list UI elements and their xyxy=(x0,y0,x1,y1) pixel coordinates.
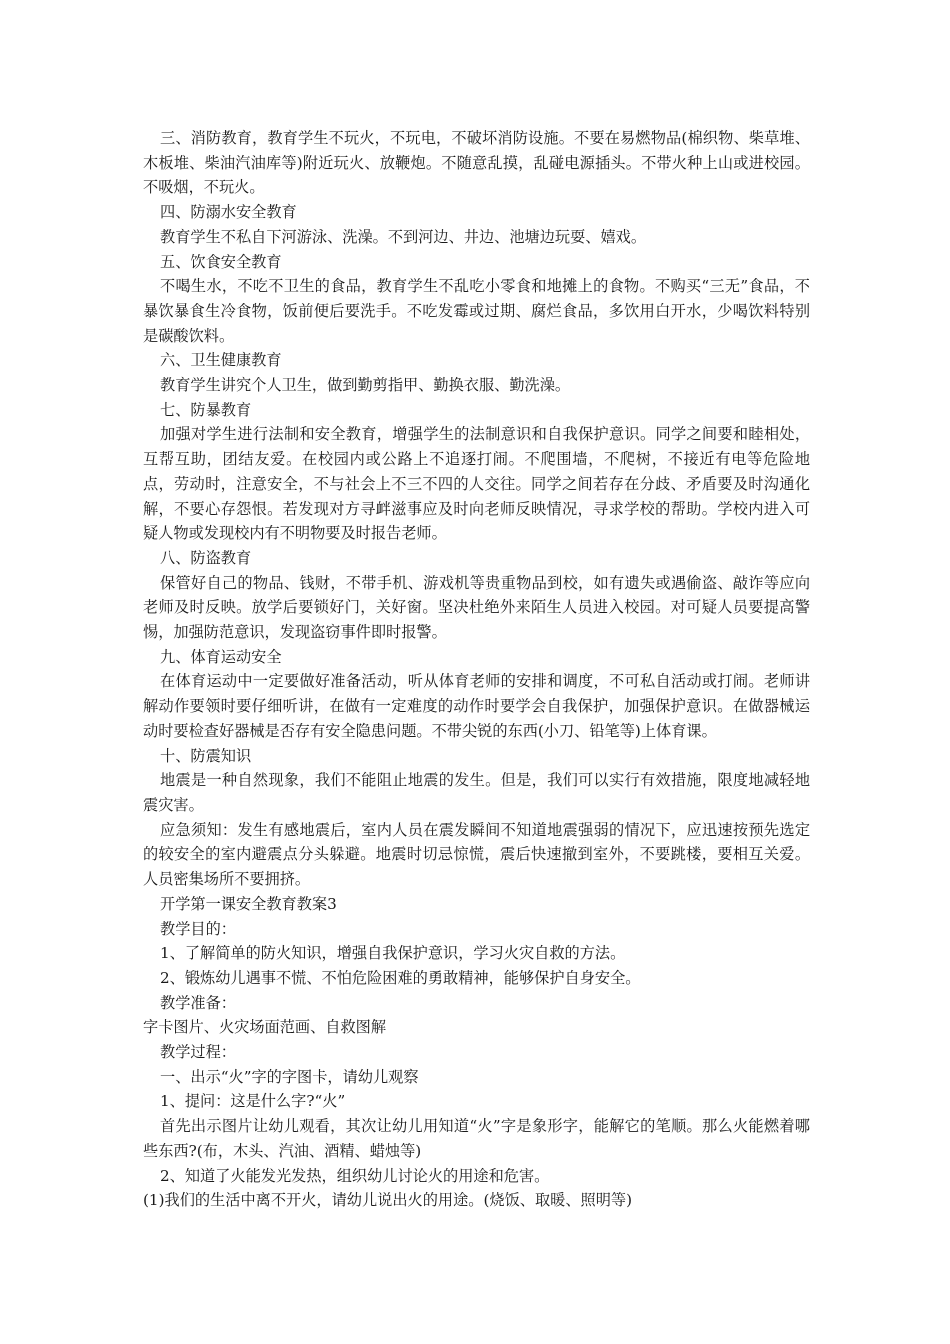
process-step-1: 一、出示“火”字的字图卡，请幼儿观察 xyxy=(160,1067,419,1086)
heading-earthquake-knowledge: 十、防震知识 xyxy=(160,746,252,765)
theft-paragraph: 保管好自己的物品、钱财，不带手机、游戏机等贵重物品到校，如有遗失或遇偷盗、敲诈等应向老师及时反映。放学后要锁好门，关好窗。坚决杜绝外来陌生人员进入校园。对可疑人员要提高警惕，加强防范意识，发现盗窃事件即时报警。 xyxy=(143,573,810,642)
goal-item-2: 2、锻炼幼儿遇事不慌、不怕危险困难的勇敢精神，能够保护自身安全。 xyxy=(160,968,641,987)
heading-sports-safety: 九、体育运动安全 xyxy=(160,647,282,666)
process-question-1: 1、提问：这是什么字?“火” xyxy=(160,1092,346,1111)
emergency-paragraph: 应急须知：发生有感地震后，室内人员在震发瞬间不知道地震强弱的情况下，应迅速按预先选定的较安全的室内避震点分头躲避。地震时切忌惊慌，震后快速撤到室外，不要跳楼，要相互关爱。人员密集场所不要拥挤。 xyxy=(143,820,810,889)
process-subitem-1: (1)我们的生活中离不开火，请幼儿说出火的用途。(烧饭、取暖、照明等) xyxy=(143,1191,632,1210)
drowning-paragraph: 教育学生不私自下河游泳、洗澡。不到河边、井边、池塘边玩耍、嬉戏。 xyxy=(160,227,646,246)
violence-paragraph: 加强对学生进行法制和安全教育，增强学生的法制意识和自我保护意识。同学之间要和睦相处，互帮互助，团结友爱。在校园内或公路上不追逐打闹。不爬围墙，不爬树，不接近有电等危险地点，劳动时，注意安全，不与社会上不三不四的人交往。同学之间若存在分歧、矛盾要及时沟通化解，不要心存怨恨。若发现对方寻衅滋事应及时向老师反映情况，寻求学校的帮助。学校内进入可疑人物或发现校内有不明物要及时报告老师。 xyxy=(143,425,810,543)
heading-hygiene-health: 六、卫生健康教育 xyxy=(160,351,282,370)
process-explanation-paragraph: 首先出示图片让幼儿观看，其次让幼儿用知道“火”字是象形字，能解它的笔顺。那么火能燃着哪些东西?(布，木头、汽油、酒精、蜡烛等) xyxy=(143,1117,810,1160)
section-fire-safety-paragraph: 三、消防教育，教育学生不玩火，不玩电，不破坏消防设施。不要在易燃物品(棉织物、柴草堆、木板堆、柴油汽油库等)附近玩火、放鞭炮。不随意乱摸，乱碰电源插头。不带火种上山或进校园。不吸烟，不玩火。 xyxy=(143,129,810,197)
process-question-2: 2、知道了火能发光发热，组织幼儿讨论火的用途和危害。 xyxy=(160,1166,550,1185)
sports-paragraph: 在体育运动中一定要做好准备活动，听从体育老师的安排和调度，不可私自活动或打闹。老师讲解动作要领时要仔细听讲，在做有一定难度的动作时要学会自我保护，加强保护意识。在做器械运动时要检查好器械是否存有安全隐患问题。不带尖锐的东西(小刀、铅笔等)上体育课。 xyxy=(143,672,810,740)
teaching-goals-label: 教学目的： xyxy=(160,919,236,938)
hygiene-paragraph: 教育学生讲究个人卫生，做到勤剪指甲、勤换衣服、勤洗澡。 xyxy=(160,376,571,395)
heading-food-safety: 五、饮食安全教育 xyxy=(160,252,282,271)
heading-theft-prevention: 八、防盗教育 xyxy=(160,548,252,567)
goal-item-1: 1、了解简单的防火知识，增强自我保护意识，学习火灾自救的方法。 xyxy=(160,944,626,963)
earthquake-paragraph: 地震是一种自然现象，我们不能阻止地震的发生。但是，我们可以实行有效措施，限度地减轻地震灾害。 xyxy=(143,771,810,814)
heading-violence-prevention: 七、防暴教育 xyxy=(160,400,252,419)
teaching-process-label: 教学过程： xyxy=(160,1043,236,1062)
heading-drowning-prevention: 四、防溺水安全教育 xyxy=(160,203,297,222)
lesson-plan-title: 开学第一课安全教育教案3 xyxy=(160,894,337,913)
teaching-prep-items: 字卡图片、火灾场面范画、自救图解 xyxy=(143,1018,386,1037)
food-safety-paragraph: 不喝生水，不吃不卫生的食品，教育学生不乱吃小零食和地摊上的食物。不购买“三无”食品，不暴饮暴食生冷食物，饭前便后要洗手。不吃发霉或过期、腐烂食品，多饮用白开水，少喝饮料特别是碳酸饮料。 xyxy=(143,277,810,345)
teaching-prep-label: 教学准备： xyxy=(160,993,236,1012)
